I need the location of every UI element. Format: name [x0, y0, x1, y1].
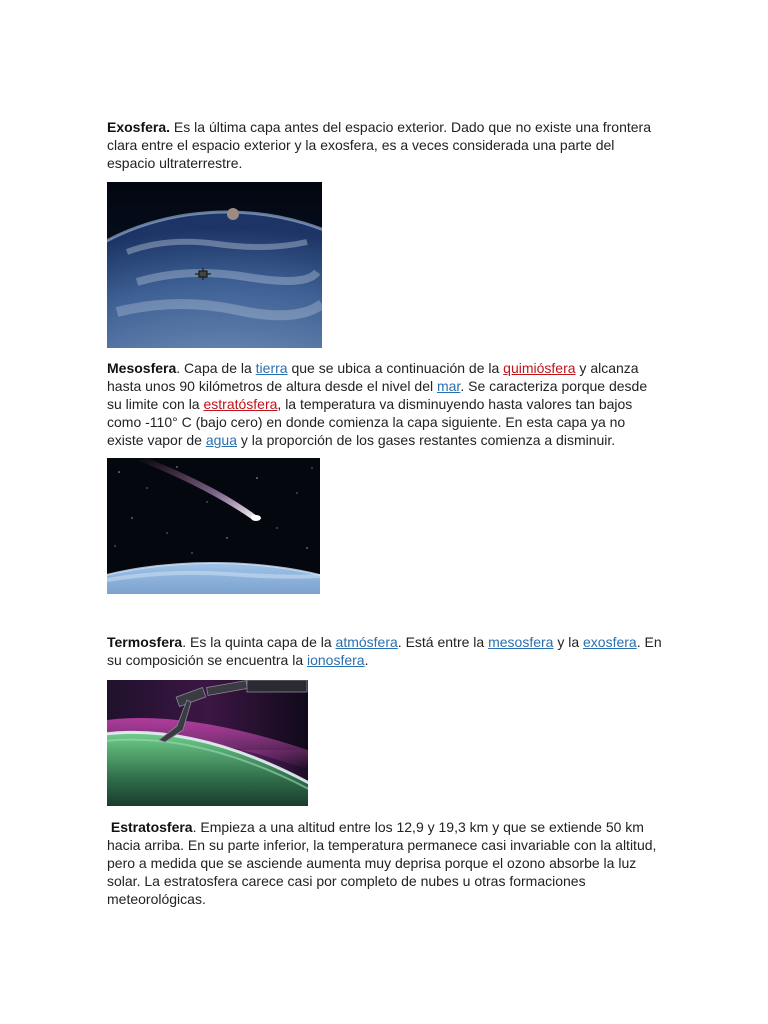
- estratosfera-text: . Empieza a una altitud entre los 12,9 y 19,3 km y que se extiende 50 km hacia arriba. En su parte inferior, la temperatura permanece casi invariable con la altitud, pero a medida que se asciende aumenta muy deprisa porque el ozono absorbe la luz solar. La estratosfera carece casi por completo de nubes u otras formaciones meteorológicas.: [107, 819, 657, 907]
- exosfera-text: Es la última capa antes del espacio exterior. Dado que no existe una frontera clara entre el espacio exterior y la exosfera, es a veces considerada una parte del espacio ultraterrestre.: [107, 119, 652, 171]
- mesosfera-text-1: . Capa de la: [176, 360, 256, 376]
- mesosfera-text-4: . Se caracteriza porque desde su limite con la: [107, 378, 648, 412]
- termosfera-text-1: . Es la quinta capa de la: [182, 634, 336, 650]
- exosfera-paragraph: [107, 118, 663, 172]
- link-atmosfera[interactable]: atmósfera: [335, 634, 398, 650]
- termosfera-text-3: y la: [553, 634, 584, 650]
- mesosfera-term: Mesosfera: [107, 360, 177, 376]
- estratosfera-paragraph: [107, 818, 663, 908]
- exosfera-term: Exosfera.: [107, 119, 171, 135]
- link-estratosfera[interactable]: estratósfera: [203, 396, 278, 412]
- estratosfera-term: Estratosfera: [110, 819, 193, 835]
- mesosfera-text-5: , la temperatura va disminuyendo hasta valores tan bajos como -110° C (bajo cero) en donde comienza la capa siguiente. En esta capa ya no existe vapor de: [107, 396, 633, 448]
- link-tierra[interactable]: tierra: [255, 360, 288, 376]
- termosfera-text-5: .: [364, 652, 369, 668]
- link-mesosfera[interactable]: mesosfera: [488, 634, 554, 650]
- link-ionosfera[interactable]: ionosfera: [307, 652, 365, 668]
- link-agua[interactable]: agua: [205, 432, 237, 448]
- comet-image: [107, 458, 320, 594]
- termosfera-paragraph: [107, 633, 663, 669]
- termosfera-term: Termosfera: [107, 634, 183, 650]
- link-mar[interactable]: mar: [436, 378, 461, 394]
- aurora-station-image: [107, 680, 308, 806]
- termosfera-text-2: . Está entre la: [397, 634, 489, 650]
- termosfera-text-4: . En su composición se encuentra la: [107, 634, 662, 668]
- earth-orbit-image: [107, 182, 322, 348]
- mesosfera-text-6: y la proporción de los gases restantes comienza a disminuir.: [237, 432, 616, 448]
- link-quimiosfera[interactable]: quimiósfera: [503, 360, 576, 376]
- mesosfera-text-2: que se ubica a continuación de la: [287, 360, 504, 376]
- mesosfera-paragraph: [107, 359, 663, 449]
- link-exosfera[interactable]: exosfera: [583, 634, 637, 650]
- mesosfera-text-3: y alcanza hasta unos 90 kilómetros de altura desde el nivel del: [107, 360, 639, 394]
